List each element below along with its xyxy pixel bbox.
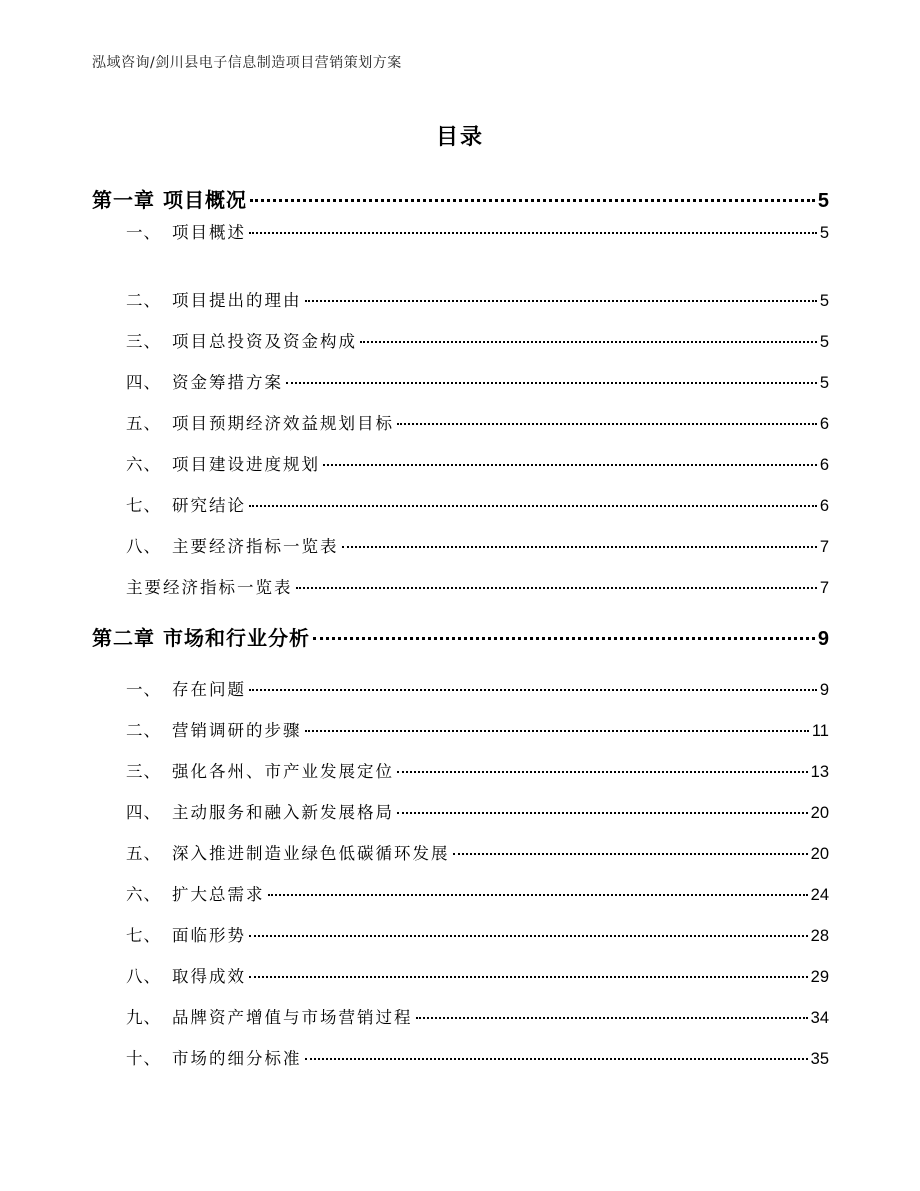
toc-entry[interactable]	[126, 717, 829, 741]
toc-entry[interactable]	[126, 533, 829, 557]
toc-chapter-label: 第一章 项目概况	[92, 188, 247, 212]
toc-page-number: 6	[819, 415, 829, 433]
toc-entry-number: 六、	[126, 885, 161, 904]
toc-entry[interactable]	[126, 1004, 829, 1028]
dot-leader	[268, 894, 808, 896]
toc-entry[interactable]	[126, 369, 829, 393]
dot-leader	[286, 382, 817, 384]
toc-page-number: 5	[819, 374, 829, 392]
toc-entry-number: 九、	[126, 1008, 161, 1027]
toc-page-number: 7	[819, 538, 829, 556]
toc-entry-number: 五、	[126, 844, 161, 863]
toc-entry-label: 强化各州、市产业发展定位	[172, 762, 394, 781]
dot-leader	[249, 505, 817, 507]
toc-page-number: 6	[819, 497, 829, 515]
toc-page-number: 5	[817, 190, 829, 212]
toc-entry-label: 主要经济指标一览表	[172, 537, 339, 556]
toc-page-number: 9	[817, 628, 829, 650]
toc-entry-label: 取得成效	[172, 967, 246, 986]
toc-entry[interactable]	[126, 1045, 829, 1069]
toc-page-number: 20	[810, 845, 829, 863]
toc-entry-number: 四、	[126, 803, 161, 822]
toc-entry-label: 存在问题	[172, 680, 246, 699]
toc-entry[interactable]	[126, 799, 829, 823]
page-title: 目录	[435, 125, 484, 150]
toc-entry[interactable]	[126, 840, 829, 864]
toc-entry[interactable]	[126, 410, 829, 434]
toc-entry-number: 三、	[126, 762, 161, 781]
toc-entry-number: 八、	[126, 967, 161, 986]
dot-leader	[360, 341, 817, 343]
toc-entry-number: 六、	[126, 455, 161, 474]
toc-entry-number: 二、	[126, 291, 161, 310]
toc-entry-number: 七、	[126, 496, 161, 515]
toc-entry[interactable]	[126, 219, 829, 243]
toc-page-number: 5	[819, 333, 829, 351]
toc-entry-number: 四、	[126, 373, 161, 392]
toc-page-number: 13	[810, 763, 829, 781]
toc-page-number: 9	[819, 681, 829, 699]
dot-leader	[342, 546, 817, 548]
toc-entry-number: 一、	[126, 680, 161, 699]
toc-chapter-1[interactable]	[92, 184, 829, 213]
toc-entry[interactable]	[126, 451, 829, 475]
dot-leader	[249, 689, 817, 691]
toc-entry-label: 市场的细分标准	[172, 1049, 302, 1068]
toc-entry-number: 八、	[126, 537, 161, 556]
toc-page-number: 34	[810, 1009, 829, 1027]
toc-entry-label: 项目提出的理由	[172, 291, 302, 310]
toc-page-number: 24	[810, 886, 829, 904]
toc-entry[interactable]	[126, 492, 829, 516]
toc-entry[interactable]	[126, 963, 829, 987]
toc-entry-label: 扩大总需求	[172, 885, 265, 904]
toc-entry-number: 十、	[126, 1049, 161, 1068]
toc-entry-label: 品牌资产增值与市场营销过程	[172, 1008, 413, 1027]
toc-entry-number: 七、	[126, 926, 161, 945]
dot-leader	[249, 976, 808, 978]
dot-leader	[397, 812, 808, 814]
toc-entry-number: 五、	[126, 414, 161, 433]
dot-leader	[249, 232, 817, 234]
toc-entry[interactable]	[126, 574, 829, 598]
toc-entry-number: 三、	[126, 332, 161, 351]
dot-leader	[397, 771, 808, 773]
toc-page-number: 35	[810, 1050, 829, 1068]
toc-page-number: 28	[810, 927, 829, 945]
dot-leader	[305, 1058, 808, 1060]
dot-leader	[397, 423, 817, 425]
toc-entry-label: 面临形势	[172, 926, 246, 945]
toc-page-number: 29	[810, 968, 829, 986]
toc-entry-label: 深入推进制造业绿色低碳循环发展	[172, 844, 450, 863]
toc-entry[interactable]	[126, 758, 829, 782]
toc-entry-label: 营销调研的步骤	[172, 721, 302, 740]
toc-entry-label: 主动服务和融入新发展格局	[172, 803, 394, 822]
dot-leader	[305, 730, 809, 732]
dot-leader	[313, 637, 815, 640]
dot-leader	[305, 300, 817, 302]
toc-entry-label: 项目概述	[172, 223, 246, 242]
toc-entry[interactable]	[126, 922, 829, 946]
toc-page-number: 5	[819, 224, 829, 242]
toc-entry-label: 主要经济指标一览表	[126, 578, 293, 597]
toc-entry-label: 项目建设进度规划	[172, 455, 320, 474]
dot-leader	[296, 587, 817, 589]
toc-entry-label: 项目总投资及资金构成	[172, 332, 357, 351]
toc-entry[interactable]	[126, 676, 829, 700]
toc-entry-label: 项目预期经济效益规划目标	[172, 414, 394, 433]
toc-entry[interactable]	[126, 328, 829, 352]
toc-page-number: 7	[819, 579, 829, 597]
dot-leader	[453, 853, 808, 855]
dot-leader	[416, 1017, 808, 1019]
toc-entry[interactable]	[126, 287, 829, 311]
running-header: 泓域咨询/剑川县电子信息制造项目营销策划方案	[92, 55, 402, 71]
dot-leader	[249, 935, 808, 937]
dot-leader	[323, 464, 817, 466]
toc-page-number: 20	[810, 804, 829, 822]
toc-entry-label: 研究结论	[172, 496, 246, 515]
toc-page-number: 11	[811, 722, 829, 740]
toc-chapter-2[interactable]	[92, 622, 829, 651]
toc-entry-number: 一、	[126, 223, 161, 242]
toc-chapter-label: 第二章 市场和行业分析	[92, 626, 310, 650]
toc-entry-label: 资金筹措方案	[172, 373, 283, 392]
toc-page-number: 6	[819, 456, 829, 474]
toc-entry-number: 二、	[126, 721, 161, 740]
dot-leader	[250, 199, 815, 202]
toc-entry[interactable]	[126, 881, 829, 905]
toc-page-number: 5	[819, 292, 829, 310]
